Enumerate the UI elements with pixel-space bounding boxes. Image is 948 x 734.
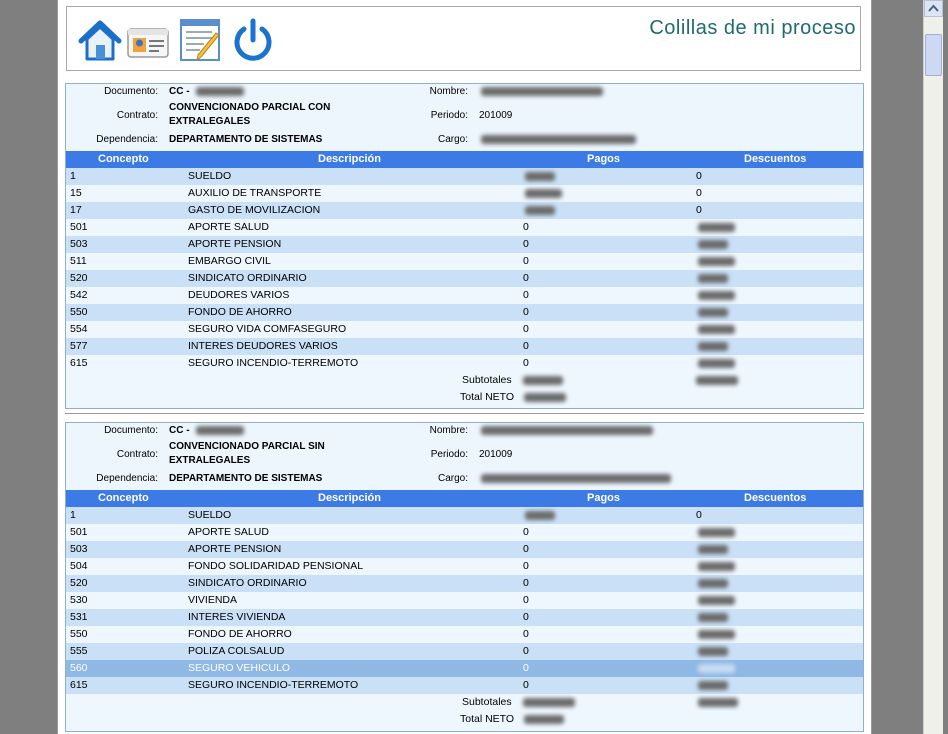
table-row[interactable] xyxy=(66,558,863,575)
cell-descripcion: EMBARGO CIVIL xyxy=(188,255,271,267)
cargo-redacted xyxy=(481,135,636,144)
cell-descripcion: SEGURO INCENDIO-TERREMOTO xyxy=(188,679,359,691)
dependencia-label: Dependencia: xyxy=(96,134,158,145)
cell-concepto: 555 xyxy=(70,645,88,657)
cell-descripcion: SINDICATO ORDINARIO xyxy=(188,577,307,589)
redacted-amount xyxy=(698,579,728,588)
redacted-amount xyxy=(698,325,735,334)
nombre-label: Nombre: xyxy=(429,425,468,436)
cell-descripcion: POLIZA COLSALUD xyxy=(188,645,285,657)
table-row[interactable] xyxy=(66,575,863,592)
cell-pagos: 0 xyxy=(523,272,529,284)
subtotal-pagos-redacted xyxy=(523,376,563,385)
table-row[interactable] xyxy=(66,338,863,355)
dependencia-value: DEPARTAMENTO DE SISTEMAS xyxy=(169,134,323,145)
cell-descripcion: VIVIENDA xyxy=(188,594,238,606)
cell-concepto: 530 xyxy=(70,594,88,606)
table-row[interactable] xyxy=(66,609,863,626)
cell-concepto: 542 xyxy=(70,289,88,301)
cell-concepto: 503 xyxy=(70,238,88,250)
cell-descripcion: SEGURO INCENDIO-TERREMOTO xyxy=(188,357,359,369)
documento-redacted xyxy=(196,87,244,96)
cell-descripcion: SEGURO VEHICULO xyxy=(188,662,291,674)
periodo-label: Periodo: xyxy=(430,110,468,121)
subtotales-label: Subtotales xyxy=(462,696,512,708)
separator xyxy=(65,413,864,414)
redacted-amount xyxy=(698,240,728,249)
cell-concepto: 504 xyxy=(70,560,88,572)
redacted-amount xyxy=(698,545,728,554)
redacted-amount xyxy=(525,206,555,215)
cell-pagos: 0 xyxy=(523,289,529,301)
pay-slip-1 xyxy=(65,83,864,409)
subtotal-descuentos-redacted xyxy=(698,698,738,707)
cell-concepto: 615 xyxy=(70,679,88,691)
home-icon[interactable] xyxy=(77,17,123,63)
vertical-scrollbar[interactable] xyxy=(923,0,943,734)
cell-pagos: 0 xyxy=(523,221,529,233)
cell-pagos: 0 xyxy=(523,255,529,267)
redacted-amount xyxy=(698,528,735,537)
cell-pagos: 0 xyxy=(523,323,529,335)
table-row[interactable] xyxy=(66,253,863,270)
redacted-amount xyxy=(698,613,728,622)
redacted-amount xyxy=(698,664,735,673)
cell-concepto: 560 xyxy=(70,662,88,674)
cell-concepto: 550 xyxy=(70,306,88,318)
redacted-amount xyxy=(698,257,735,266)
redacted-amount xyxy=(698,562,735,571)
cell-concepto: 554 xyxy=(70,323,88,335)
table-header xyxy=(66,490,863,507)
edit-form-icon[interactable] xyxy=(179,17,225,63)
redacted-amount xyxy=(698,359,735,368)
table-row[interactable] xyxy=(66,677,863,694)
table-row[interactable] xyxy=(66,202,863,219)
documento-redacted xyxy=(196,426,244,435)
scroll-thumb[interactable] xyxy=(925,34,942,76)
table-header xyxy=(66,151,863,168)
scroll-up-button[interactable] xyxy=(924,0,943,17)
cell-descripcion: APORTE PENSION xyxy=(188,543,282,555)
id-card-icon[interactable] xyxy=(125,17,171,63)
cell-concepto: 550 xyxy=(70,628,88,640)
cell-descripcion: APORTE PENSION xyxy=(188,238,282,250)
cell-concepto: 501 xyxy=(70,526,88,538)
cell-concepto: 577 xyxy=(70,340,88,352)
table-row[interactable] xyxy=(66,236,863,253)
redacted-amount xyxy=(525,511,555,520)
cell-descripcion: FONDO SOLIDARIDAD PENSIONAL xyxy=(188,560,364,572)
periodo-value: 201009 xyxy=(479,110,513,121)
nombre-redacted xyxy=(481,87,603,96)
col-descripcion: Descripción xyxy=(318,153,381,165)
pay-slip-2 xyxy=(65,422,864,732)
cell-descripcion: SUELDO xyxy=(188,509,232,521)
contrato-label: Contrato: xyxy=(116,110,158,121)
cell-descripcion: DEUDORES VARIOS xyxy=(188,289,290,301)
table-row[interactable] xyxy=(66,626,863,643)
cell-descripcion: INTERES DEUDORES VARIOS xyxy=(188,340,338,352)
page-container xyxy=(57,0,872,734)
cell-concepto: 520 xyxy=(70,272,88,284)
cell-concepto: 1 xyxy=(70,509,76,521)
periodo-label: Periodo: xyxy=(430,449,468,460)
table-row[interactable] xyxy=(66,321,863,338)
documento-value: CC - xyxy=(169,425,190,436)
col-descuentos: Descuentos xyxy=(744,153,807,165)
redacted-amount xyxy=(698,647,728,656)
col-pagos: Pagos xyxy=(587,492,621,504)
table-row[interactable] xyxy=(66,304,863,321)
table-row[interactable] xyxy=(66,643,863,660)
subtotales-label: Subtotales xyxy=(462,374,512,386)
cell-concepto: 615 xyxy=(70,357,88,369)
cell-pagos: 0 xyxy=(523,594,529,606)
cell-concepto: 520 xyxy=(70,577,88,589)
redacted-amount xyxy=(698,308,728,317)
total-neto-label: Total NETO xyxy=(460,391,515,403)
table-row[interactable] xyxy=(66,355,863,372)
contrato-value-line2: EXTRALEGALES xyxy=(169,455,251,466)
table-row[interactable] xyxy=(66,524,863,541)
total-neto-redacted xyxy=(524,715,564,724)
col-descripcion: Descripción xyxy=(318,492,381,504)
table-row[interactable] xyxy=(66,168,863,185)
subtotal-descuentos-redacted xyxy=(696,376,738,385)
contrato-value-line1: CONVENCIONADO PARCIAL SIN xyxy=(169,441,325,452)
table-row[interactable] xyxy=(66,287,863,304)
cell-descuentos: 0 xyxy=(696,509,702,521)
nombre-redacted xyxy=(481,426,653,435)
periodo-value: 201009 xyxy=(479,449,513,460)
table-row[interactable] xyxy=(66,185,863,202)
cell-pagos: 0 xyxy=(523,628,529,640)
cell-descripcion: AUXILIO DE TRANSPORTE xyxy=(188,187,322,199)
cell-descuentos: 0 xyxy=(696,204,702,216)
col-pagos: Pagos xyxy=(587,153,621,165)
redacted-amount xyxy=(525,189,562,198)
cell-pagos: 0 xyxy=(523,526,529,538)
col-concepto: Concepto xyxy=(98,153,149,165)
redacted-amount xyxy=(698,342,728,351)
cell-concepto: 511 xyxy=(70,255,87,267)
redacted-amount xyxy=(525,172,555,181)
cell-pagos: 0 xyxy=(523,560,529,572)
cell-pagos: 0 xyxy=(523,611,529,623)
dependencia-value: DEPARTAMENTO DE SISTEMAS xyxy=(169,473,323,484)
total-neto-row xyxy=(66,389,863,406)
cell-descripcion: GASTO DE MOVILIZACION xyxy=(188,204,321,216)
total-neto-redacted xyxy=(524,393,566,402)
cargo-label: Cargo: xyxy=(437,134,468,145)
cargo-redacted xyxy=(481,474,671,483)
cell-pagos: 0 xyxy=(523,679,529,691)
power-icon[interactable] xyxy=(230,17,276,63)
col-concepto: Concepto xyxy=(98,492,149,504)
cell-descuentos: 0 xyxy=(696,170,702,182)
redacted-amount xyxy=(698,223,735,232)
cell-concepto: 531 xyxy=(70,611,88,623)
documento-label: Documento: xyxy=(104,86,158,97)
header-panel xyxy=(66,6,861,71)
redacted-amount xyxy=(698,681,728,690)
cell-descripcion: SINDICATO ORDINARIO xyxy=(188,272,307,284)
cell-descripcion: INTERES VIVIENDA xyxy=(188,611,286,623)
contrato-label: Contrato: xyxy=(116,449,158,460)
cell-pagos: 0 xyxy=(523,662,529,674)
contrato-value-line2: EXTRALEGALES xyxy=(169,116,251,127)
cell-descripcion: FONDO DE AHORRO xyxy=(188,306,292,318)
cell-concepto: 15 xyxy=(70,187,82,199)
cell-pagos: 0 xyxy=(523,238,529,250)
cell-pagos: 0 xyxy=(523,357,529,369)
cell-pagos: 0 xyxy=(523,340,529,352)
cell-concepto: 501 xyxy=(70,221,88,233)
cell-pagos: 0 xyxy=(523,577,529,589)
cell-descripcion: SEGURO VIDA COMFASEGURO xyxy=(188,323,347,335)
table-row[interactable] xyxy=(66,541,863,558)
cell-pagos: 0 xyxy=(523,645,529,657)
table-row[interactable] xyxy=(66,592,863,609)
nombre-label: Nombre: xyxy=(429,86,468,97)
table-row[interactable] xyxy=(66,507,863,524)
subtotal-pagos-redacted xyxy=(523,698,575,707)
cell-pagos: 0 xyxy=(523,306,529,318)
cell-concepto: 17 xyxy=(70,204,82,216)
cell-descripcion: SUELDO xyxy=(188,170,232,182)
redacted-amount xyxy=(698,596,735,605)
redacted-amount xyxy=(698,291,735,300)
cell-descuentos: 0 xyxy=(696,187,702,199)
redacted-amount xyxy=(698,274,728,283)
cell-concepto: 1 xyxy=(70,170,76,182)
table-row[interactable] xyxy=(66,270,863,287)
documento-value: CC - xyxy=(169,86,190,97)
table-row[interactable] xyxy=(66,660,863,677)
cell-descripcion: FONDO DE AHORRO xyxy=(188,628,292,640)
redacted-amount xyxy=(698,630,735,639)
contrato-value-line1: CONVENCIONADO PARCIAL CON xyxy=(169,102,331,113)
page-title: Colillas de mi proceso xyxy=(649,17,856,39)
cell-descripcion: APORTE SALUD xyxy=(188,221,269,233)
cell-pagos: 0 xyxy=(523,543,529,555)
subtotales-row xyxy=(66,372,863,389)
total-neto-row xyxy=(66,711,863,728)
dependencia-label: Dependencia: xyxy=(96,473,158,484)
cell-descripcion: APORTE SALUD xyxy=(188,526,269,538)
col-descuentos: Descuentos xyxy=(744,492,807,504)
table-row[interactable] xyxy=(66,219,863,236)
documento-label: Documento: xyxy=(104,425,158,436)
cargo-label: Cargo: xyxy=(437,473,468,484)
subtotales-row xyxy=(66,694,863,711)
cell-concepto: 503 xyxy=(70,543,88,555)
total-neto-label: Total NETO xyxy=(460,713,515,725)
